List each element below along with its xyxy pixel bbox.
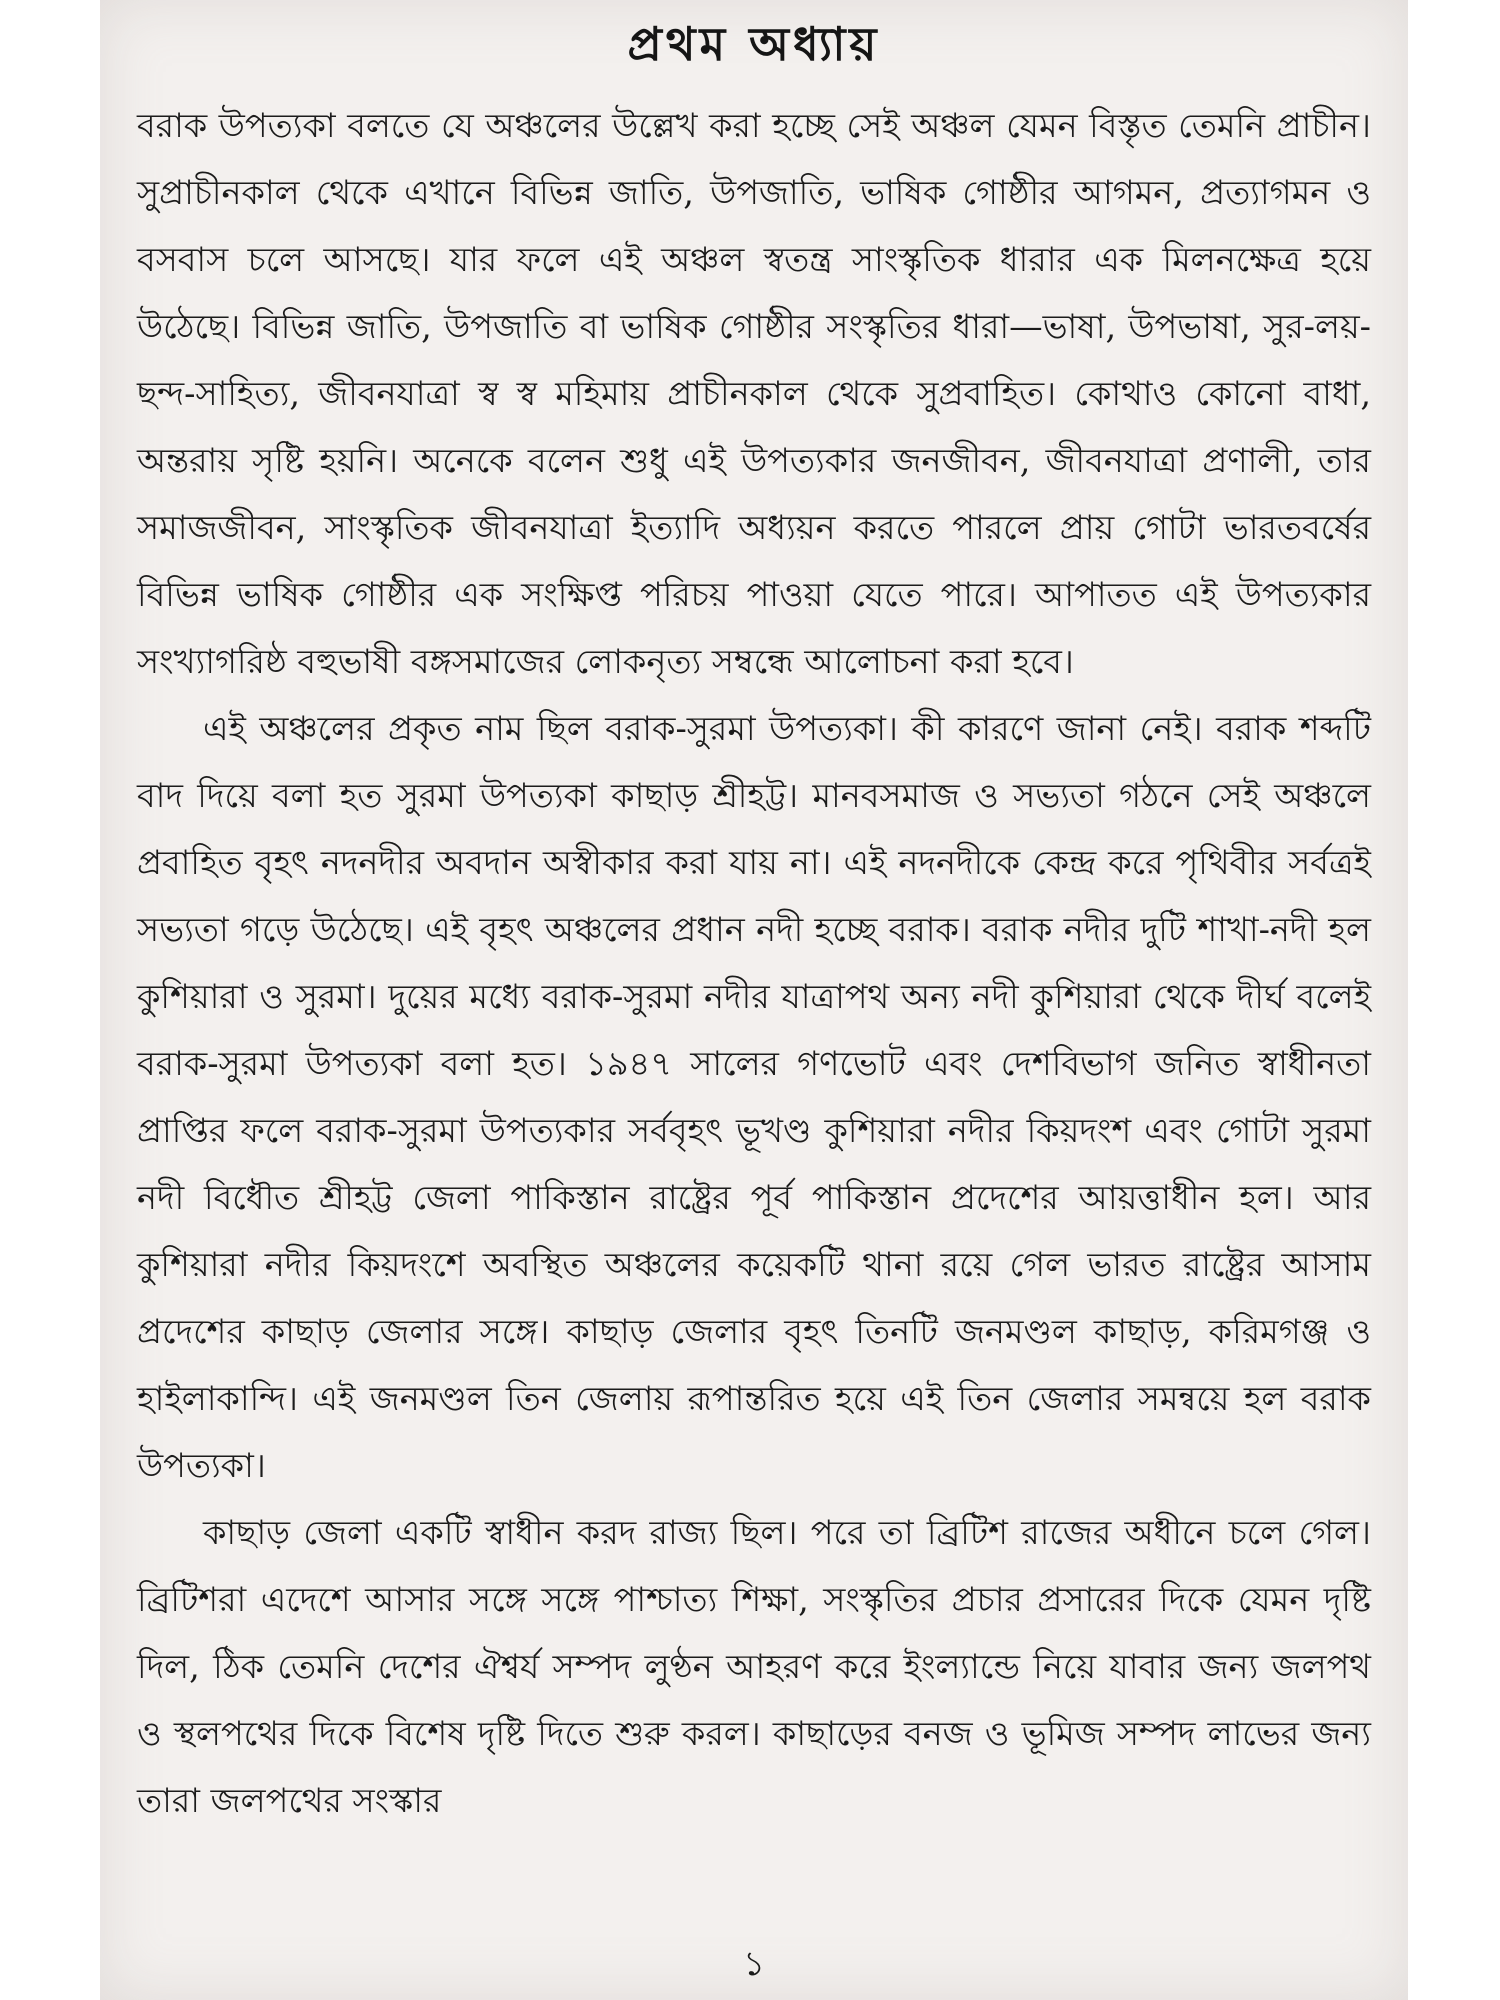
paragraph-2: এই অঞ্চলের প্রকৃত নাম ছিল বরাক-সুরমা উপত্যকা। কী কারণে জানা নেই। বরাক শব্দটি বাদ দিয়ে বলা হত সুরমা উপত্যকা কাছাড় শ্রীহট্ট। মানবসমাজ ও সভ্যতা গঠনে সেই অঞ্চলে প্রবাহিত বৃহৎ নদনদীর অবদান অস্বীকার করা যায় না। এই নদনদীকে কেন্দ্র করে পৃথিবীর সর্বত্রই সভ্যতা গড়ে উঠেছে। এই বৃহৎ অঞ্চলের প্রধান নদী হচ্ছে বরাক। বরাক নদীর দুটি শাখা-নদী হল কুশিয়ারা ও সুরমা। দুয়ের মধ্যে বরাক-সুরমা নদীর যাত্রাপথ অন্য নদী কুশিয়ারা থেকে দীর্ঘ বলেই বরাক-সুরমা উপত্যকা বলা হত। ১৯৪৭ সালের গণভোট এবং দেশবিভাগ জনিত স্বাধীনতা প্রাপ্তির ফলে বরাক-সুরমা উপত্যকার সর্ববৃহৎ ভূখণ্ড কুশিয়ারা নদীর কিয়দংশ এবং গোটা সুরমা নদী বিধৌত শ্রীহট্ট জেলা পাকিস্তান রাষ্ট্রের পূর্ব পাকিস্তান প্রদেশের আয়ত্তাধীন হল। আর কুশিয়ারা নদীর কিয়দংশে অবস্থিত অঞ্চলের কয়েকটি থানা রয়ে গেল ভারত রাষ্ট্রের আসাম প্রদেশের কাছাড় জেলার সঙ্গে। কাছাড় জেলার বৃহৎ তিনটি জনমণ্ডল কাছাড়, করিমগঞ্জ ও হাইলাকান্দি। এই জনমণ্ডল তিন জেলায় রূপান্তরিত হয়ে এই তিন জেলার সমন্বয়ে হল বরাক উপত্যকা।	[137, 709, 1371, 1485]
page-number: ১	[742, 1944, 766, 1984]
paragraph-3: কাছাড় জেলা একটি স্বাধীন করদ রাজ্য ছিল। পরে তা ব্রিটিশ রাজের অধীনে চলে গেল। ব্রিটিশরা এদেশে আসার সঙ্গে সঙ্গে পাশ্চাত্য শিক্ষা, সংস্কৃতির প্রচার প্রসারের দিকে যেমন দৃষ্টি দিল, ঠিক তেমনি দেশের ঐশ্বর্য সম্পদ লুণ্ঠন আহরণ করে ইংল্যান্ডে নিয়ে যাবার জন্য জলপথ ও স্থলপথের দিকে বিশেষ দৃষ্টি দিতে শুরু করল। কাছাড়ের বনজ ও ভূমিজ সম্পদ লাভের জন্য তারা জলপথের সংস্কার	[137, 1513, 1371, 1820]
body-text	[137, 92, 1371, 1834]
book-page	[100, 0, 1408, 2000]
paragraph-1: বরাক উপত্যকা বলতে যে অঞ্চলের উল্লেখ করা হচ্ছে সেই অঞ্চল যেমন বিস্তৃত তেমনি প্রাচীন। সুপ্রাচীনকাল থেকে এখানে বিভিন্ন জাতি, উপজাতি, ভাষিক গোষ্ঠীর আগমন, প্রত্যাগমন ও বসবাস চলে আসছে। যার ফলে এই অঞ্চল স্বতন্ত্র সাংস্কৃতিক ধারার এক মিলনক্ষেত্র হয়ে উঠেছে। বিভিন্ন জাতি, উপজাতি বা ভাষিক গোষ্ঠীর সংস্কৃতির ধারা—ভাষা, উপভাষা, সুর-লয়-ছন্দ-সাহিত্য, জীবনযাত্রা স্ব স্ব মহিমায় প্রাচীনকাল থেকে সুপ্রবাহিত। কোথাও কোনো বাধা, অন্তরায় সৃষ্টি হয়নি। অনেকে বলেন শুধু এই উপত্যকার জনজীবন, জীবনযাত্রা প্রণালী, তার সমাজজীবন, সাংস্কৃতিক জীবনযাত্রা ইত্যাদি অধ্যয়ন করতে পারলে প্রায় গোটা ভারতবর্ষের বিভিন্ন ভাষিক গোষ্ঠীর এক সংক্ষিপ্ত পরিচয় পাওয়া যেতে পারে। আপাতত এই উপত্যকার সংখ্যাগরিষ্ঠ বহুভাষী বঙ্গসমাজের লোকনৃত্য সম্বন্ধে আলোচনা করা হবে।	[137, 106, 1371, 681]
chapter-title: প্রথম অধ্যায়	[627, 17, 881, 71]
